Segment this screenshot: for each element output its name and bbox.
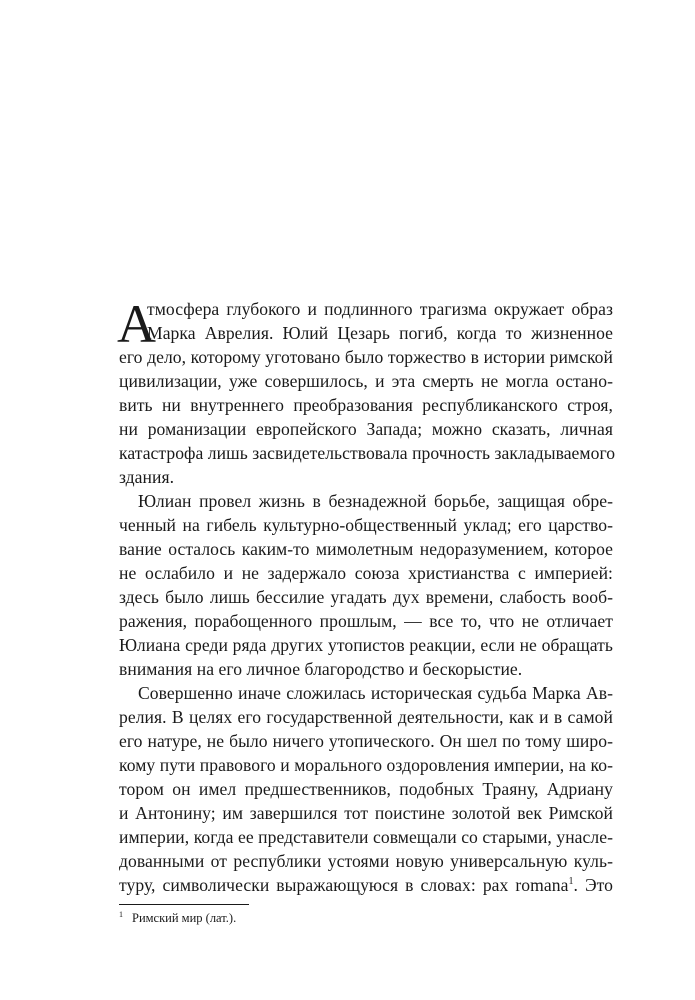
text-line: ни романизации европейского Запада; можно сказать, личная xyxy=(119,419,613,439)
text-line-with-footnote xyxy=(119,873,613,897)
text-line: его натуре, не было ничего утопического. Он шел по тому широ- xyxy=(119,731,613,751)
text-line: вание осталось каким-то мимолетным недоразумением, которое xyxy=(119,539,613,559)
footnote-reference[interactable]: 1 xyxy=(568,876,574,888)
text-line: здесь было лишь бессилие угадать дух времени, слабость вооб- xyxy=(119,587,613,607)
text-line: внимания на его личное благородство и бескорыстие. xyxy=(119,659,523,679)
text-line: Юлиана среди ряда других утопистов реакции, если не обращать xyxy=(119,635,613,655)
footnote-number: 1 xyxy=(119,910,123,919)
footnote-divider xyxy=(119,904,249,905)
drop-cap: А xyxy=(117,294,156,354)
text-line: релия. В целях его государственной деятельности, как и в самой xyxy=(119,707,613,727)
text-line: Юлиан провел жизнь в безнадежной борьбе, защищая обре- xyxy=(138,491,613,511)
text-line: кому пути правового и морального оздоровления империи, на ко- xyxy=(119,755,613,775)
text-line: и Антонину; им завершился тот поистине золотой век Римской xyxy=(119,803,613,823)
text-line: тором он имел предшественников, подобных Траяну, Адриану xyxy=(119,779,613,799)
text-line: здания. xyxy=(119,467,175,487)
text-line: вить ни внутреннего преобразования республиканского строя, xyxy=(119,395,613,415)
text-line: империи, когда ее представители совмещали со старыми, унасле- xyxy=(119,827,613,847)
text-fragment: . Это xyxy=(573,875,613,895)
text-line: Совершенно иначе сложилась историческая судьба Марка Ав- xyxy=(138,683,613,703)
text-line: Марка Аврелия. Юлий Цезарь погиб, когда то жизненное xyxy=(147,323,613,343)
text-fragment: туру, символически выражающуюся в словах: pax romana xyxy=(119,875,569,895)
text-line: цивилизации, уже совершилось, и эта смерть не могла остано- xyxy=(119,371,613,391)
text-line: дованными от республики устоями новую универсальную куль- xyxy=(119,851,613,871)
text-line: не ослабило и не задержало союза христианства с империей: xyxy=(119,563,613,583)
text-line: катастрофа лишь засвидетельствовала прочность закладываемого xyxy=(119,443,616,463)
text-line: ражения, порабощенного прошлым, — все то, что не отличает xyxy=(119,611,613,631)
text-line: тмосфера глубокого и подлинного трагизма окружает образ xyxy=(147,299,613,319)
text-line: ченный на гибель культурно-общественный уклад; его царство- xyxy=(119,515,613,535)
text-line: его дело, которому уготовано было торжество в истории римской xyxy=(119,347,613,367)
footnote-text: Римский мир (лат.). xyxy=(132,911,237,925)
